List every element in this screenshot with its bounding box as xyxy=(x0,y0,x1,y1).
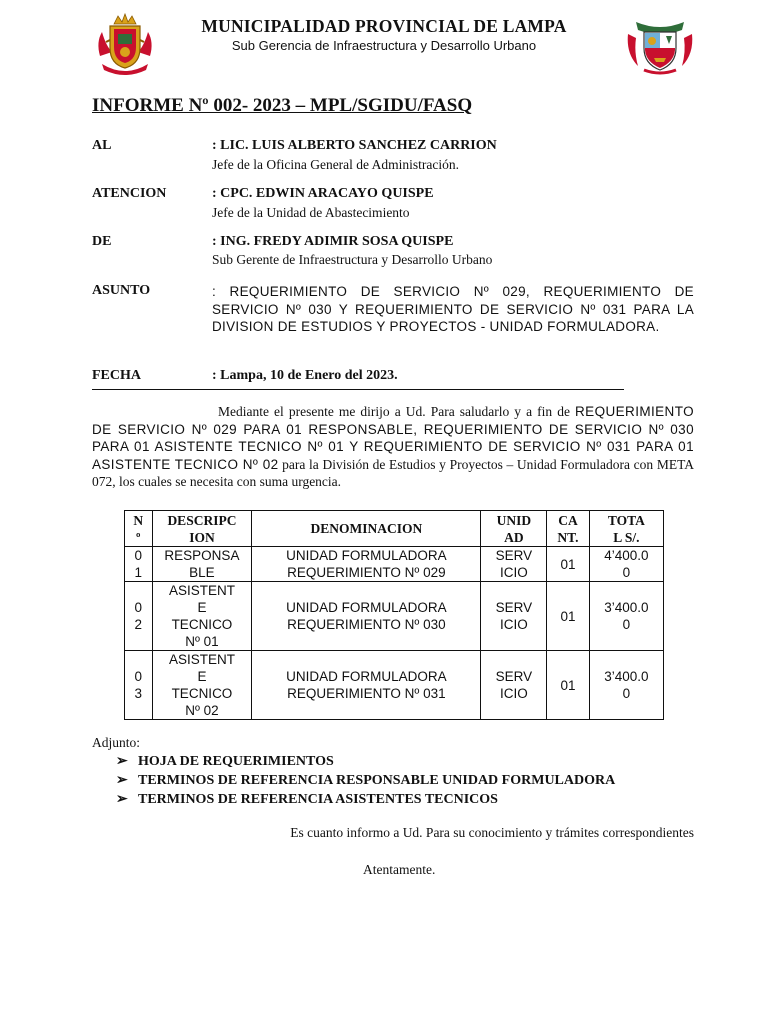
closing-sentence: Es cuanto informo a Ud. Para su conocimiento y trámites correspondientes xyxy=(290,825,694,840)
attachment-item: HOJA DE REQUERIMIENTOS xyxy=(138,753,334,769)
cell-denominacion: UNIDAD FORMULADORA REQUERIMIENTO Nº 029 xyxy=(252,547,481,582)
body-tail: para la División de Estudios y Proyectos – Unidad Formuladora con META 072, los cuales se necesita con suma urgencia. xyxy=(92,456,694,489)
cell-denominacion: UNIDAD FORMULADORA REQUERIMIENTO Nº 031 xyxy=(252,651,481,720)
cell-cant: 01 xyxy=(547,651,589,720)
cell-cant: 01 xyxy=(547,582,589,651)
cell-descripcion: ASISTENT E TECNICO Nº 01 xyxy=(152,582,252,651)
field-label-al: AL xyxy=(92,138,112,153)
table-row xyxy=(125,651,664,720)
body-paragraph xyxy=(92,403,694,491)
list-item xyxy=(116,790,615,809)
table-row xyxy=(125,547,664,582)
institution-subtitle: Sub Gerencia de Infraestructura y Desarrollo Urbano xyxy=(231,38,537,53)
field-value-al: : LIC. LUIS ALBERTO SANCHEZ CARRION xyxy=(212,138,497,153)
field-label-de: DE xyxy=(92,234,112,249)
cell-total: 3’400.0 0 xyxy=(589,651,663,720)
header-unidad: UNID AD xyxy=(481,511,547,547)
attachments-label: Adjunto: xyxy=(92,735,141,750)
institution-title: MUNICIPALIDAD PROVINCIAL DE LAMPA xyxy=(201,16,567,36)
cell-descripcion: RESPONSA BLE xyxy=(152,547,252,582)
cell-unidad: SERV ICIO xyxy=(481,582,547,651)
list-item xyxy=(116,771,615,790)
header-denominacion: DENOMINACION xyxy=(252,511,481,547)
header-no: N º xyxy=(125,511,153,547)
cell-denominacion: UNIDAD FORMULADORA REQUERIMIENTO Nº 030 xyxy=(252,582,481,651)
subject-text: : REQUERIMIENTO DE SERVICIO Nº 029, REQUERIMIENTO DE SERVICIO Nº 030 Y REQUERIMIENTO DE SERVICIO Nº 031 PARA LA DIVISION DE ESTUDIOS Y PROYECTOS - UNIDAD FORMULADORA. xyxy=(212,284,694,334)
field-value-fecha: : Lampa, 10 de Enero del 2023. xyxy=(212,368,398,383)
cell-descripcion: ASISTENT E TECNICO Nº 02 xyxy=(152,651,252,720)
header-divider xyxy=(92,389,624,390)
header-total: TOTA L S/. xyxy=(589,511,663,547)
field-label-atencion: ATENCION xyxy=(92,186,167,201)
attachment-item: TERMINOS DE REFERENCIA ASISTENTES TECNICOS xyxy=(138,791,498,807)
cell-cant: 01 xyxy=(547,547,589,582)
attachments-list xyxy=(116,752,615,809)
cell-unidad: SERV ICIO xyxy=(481,651,547,720)
requirements-table xyxy=(124,510,664,720)
table-header-row xyxy=(125,511,664,547)
cell-unidad: SERV ICIO xyxy=(481,547,547,582)
field-sub-al: Jefe de la Oficina General de Administración. xyxy=(212,157,460,172)
cell-total: 3’400.0 0 xyxy=(589,582,663,651)
field-sub-de: Sub Gerente de Infraestructura y Desarrollo Urbano xyxy=(212,252,493,267)
body-intro: Mediante el presente me dirijo a Ud. Para saludarlo y a fin de xyxy=(218,404,570,419)
cell-no: 0 1 xyxy=(125,547,153,582)
list-item xyxy=(116,752,615,771)
cell-no: 0 3 xyxy=(125,651,153,720)
field-sub-atencion: Jefe de la Unidad de Abastecimiento xyxy=(212,205,410,220)
field-label-asunto: ASUNTO xyxy=(92,283,151,298)
arrow-bullet-icon: ➢ xyxy=(116,754,128,769)
field-label-fecha: FECHA xyxy=(92,368,141,383)
cell-total: 4’400.0 0 xyxy=(589,547,663,582)
header-cant: CA NT. xyxy=(547,511,589,547)
signoff: Atentamente. xyxy=(363,862,436,877)
table-row xyxy=(125,582,664,651)
arrow-bullet-icon: ➢ xyxy=(116,773,128,788)
body-requirements: REQUERIMIENTO DE SERVICIO Nº 029 PARA 01 RESPONSABLE, REQUERIMIENTO DE SERVICIO Nº 030 PARA 01 ASISTENTE TECNICO Nº 01 Y REQUERIMIENTO DE SERVICIO Nº 031 PARA 01 ASISTENTE TECNICO Nº 02 xyxy=(92,404,694,472)
arrow-bullet-icon: ➢ xyxy=(116,792,128,807)
cell-no: 0 2 xyxy=(125,582,153,651)
report-number: INFORME Nº 002- 2023 – MPL/SGIDU/FASQ xyxy=(92,95,473,116)
field-value-de: : ING. FREDY ADIMIR SOSA QUISPE xyxy=(212,234,454,249)
attachment-item: TERMINOS DE REFERENCIA RESPONSABLE UNIDAD FORMULADORA xyxy=(138,772,616,788)
field-value-atencion: : CPC. EDWIN ARACAYO QUISPE xyxy=(212,186,434,201)
header-descripcion: DESCRIPC ION xyxy=(152,511,252,547)
